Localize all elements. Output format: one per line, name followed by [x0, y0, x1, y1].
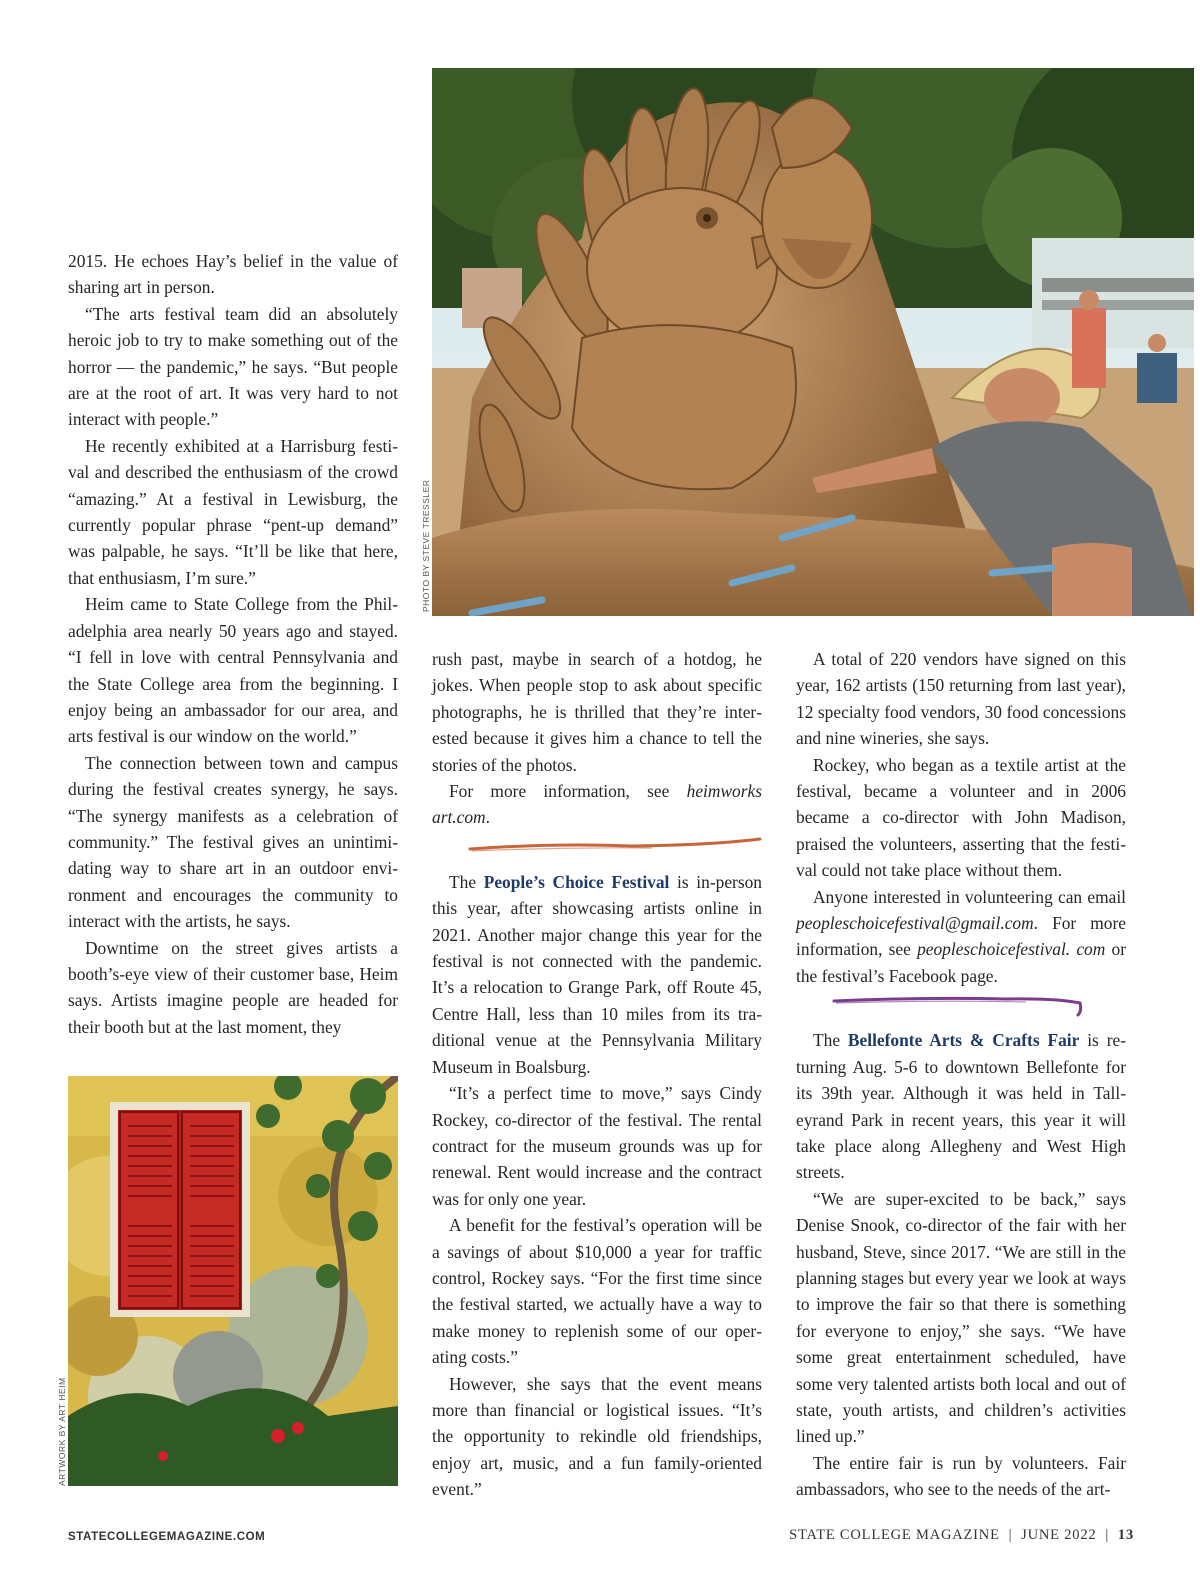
- footer-magazine-name: STATE COLLEGE MAGAZINE: [789, 1527, 1000, 1543]
- paragraph: 2015. He echoes Hay’s belief in the value of sharing art in person.: [68, 251, 398, 298]
- festival-email-link[interactable]: peopleschoicefestival@gmail.com: [796, 913, 1034, 934]
- paragraph: [796, 1027, 1126, 1185]
- red-window-painting: [68, 1076, 398, 1486]
- article-column-2: [432, 646, 762, 1503]
- paragraph: A total of 220 vendors have signed on this year, 162 artists (150 returning from last year), 12 specialty food vendors, 30 food concessions and nine wineries, she says.: [796, 649, 1126, 749]
- page-number: 13: [1117, 1527, 1134, 1543]
- paragraph: The connection between town and campus during the festival creates synergy, he says. “The synergy manifests as a celebration of community.” The festival gives an unintimidating way to share art in an outdoor environment and encourages the community to interact with the artists, he says.: [68, 752, 398, 932]
- sand-sculpture-photo: [432, 68, 1194, 616]
- paragraph: A benefit for the festival’s operation will be a savings of about $10,000 a year for traffic control, Rockey says. “For the first time since the festival started, we actually have a way to make money to replenish some of our operating costs.”: [432, 1215, 762, 1368]
- paragraph: Heim came to State College from the Philadelphia area nearly 50 years ago and stayed. “I fell in love with central Pennsylvania and the State College area from the beginning. I enjoy being an ambassador for our area, and arts festival is our window on the world.”: [68, 594, 398, 747]
- paragraph: [432, 869, 762, 1080]
- text: The: [449, 871, 484, 892]
- paragraph: Rockey, who began as a textile artist at the festival, became a volunteer and in 2006 became a co-director with John Madison, praised the volunteers, asserting that the festival could not take place without them.: [796, 754, 1126, 881]
- text: is returning Aug. 5-6 to downtown Bellefonte for its 39th year. Although it was held in Talleyrand Park in recent years, this year it will take place along Allegheny and West High streets.: [796, 1030, 1126, 1183]
- orange-divider: [432, 833, 762, 861]
- festival-website-link[interactable]: peopleschoicefestival. com: [917, 939, 1106, 960]
- text: For more information, see: [449, 781, 687, 802]
- footer-folio: [789, 1527, 1134, 1544]
- paragraph: rush past, maybe in search of a hotdog, he jokes. When people stop to ask about specific photographs, he is thrilled that they’re interested because it gives him a chance to tell the stories of the photos.: [432, 649, 762, 775]
- paragraph: Downtime on the street gives artists a booth’s-eye view of their customer base, Heim says. Artists imagine people are headed for their booth but at the last moment, they: [68, 937, 398, 1037]
- article-column-1: [68, 248, 398, 1040]
- footer-issue: JUNE 2022: [1021, 1527, 1097, 1543]
- peoples-choice-festival-name: People’s Choice Festival: [483, 871, 670, 892]
- bellefonte-fair-name: Bellefonte Arts & Crafts Fair: [847, 1030, 1080, 1051]
- article-column-3: [796, 646, 1126, 1503]
- paragraph: However, she says that the event means more than financial or logistical issues. “It’s the opportunity to rekindle old friendships, enjoy art, music, and a fun family-oriented event.”: [432, 1373, 762, 1500]
- paragraph: [432, 778, 762, 831]
- top-photo-credit: PHOTO BY STEVE TRESSLER: [421, 479, 431, 612]
- heimworks-link[interactable]: heimworks art.com: [432, 781, 762, 828]
- paragraph: The entire fair is run by volunteers. Fair ambassadors, who see to the needs of the art-: [796, 1452, 1126, 1500]
- text: .: [485, 807, 490, 828]
- paragraph: “It’s a perfect time to move,” says Cindy Rockey, co-director of the festival. The rental contract for the museum grounds was up for renewal. Rent would increase and the contract was for only one year.: [432, 1083, 762, 1209]
- paragraph: He recently exhibited at a Harrisburg festival and described the enthusiasm of the crowd “amazing.” At a festival in Lewisburg, the currently popular phrase “pent-up demand” was palpable, he says. “It’ll be like that here, that enthusiasm, I’m sure.”: [68, 435, 398, 588]
- text: The: [813, 1030, 848, 1051]
- text: . For more information, see: [796, 913, 1126, 960]
- paragraph: [796, 884, 1126, 990]
- paragraph: “The arts festival team did an absolutely heroic job to try to make something out of the horror — the pandemic,” he says. “But people are at the root of art. It was very hard to not interact with people.”: [68, 303, 398, 430]
- footer-website[interactable]: STATECOLLEGEMAGAZINE.COM: [68, 1531, 266, 1543]
- purple-divider: [796, 991, 1126, 1019]
- footer-separator: |: [1100, 1527, 1114, 1543]
- paragraph: “We are super-excited to be back,” says Denise Snook, co-director of the fair with her husband, Steve, since 2017. “We are still in the planning stages but every year we look at ways to improve the fair so that there is something for everyone to enjoy,” she says. “We have some great entertainment scheduled, have some very talented artists both local and out of state, youth artists, and children’s activities lined up.”: [796, 1188, 1126, 1447]
- footer-separator: |: [1004, 1527, 1017, 1543]
- text: is in-person this year, after showcasing artists online in 2021. Another major change this year for the festival is not connected with the pandemic. It’s a relocation to Grange Park, off Route 45, Centre Hall, less than 10 miles from its traditional venue at the Pennsylvania Military Museum in Boalsburg.: [432, 871, 762, 1077]
- bottom-art-credit: ARTWORK BY ART HEIM: [57, 1377, 67, 1486]
- text: or the festival’s Facebook page.: [796, 939, 1126, 986]
- text: Anyone interested in volunteering can email: [813, 886, 1126, 907]
